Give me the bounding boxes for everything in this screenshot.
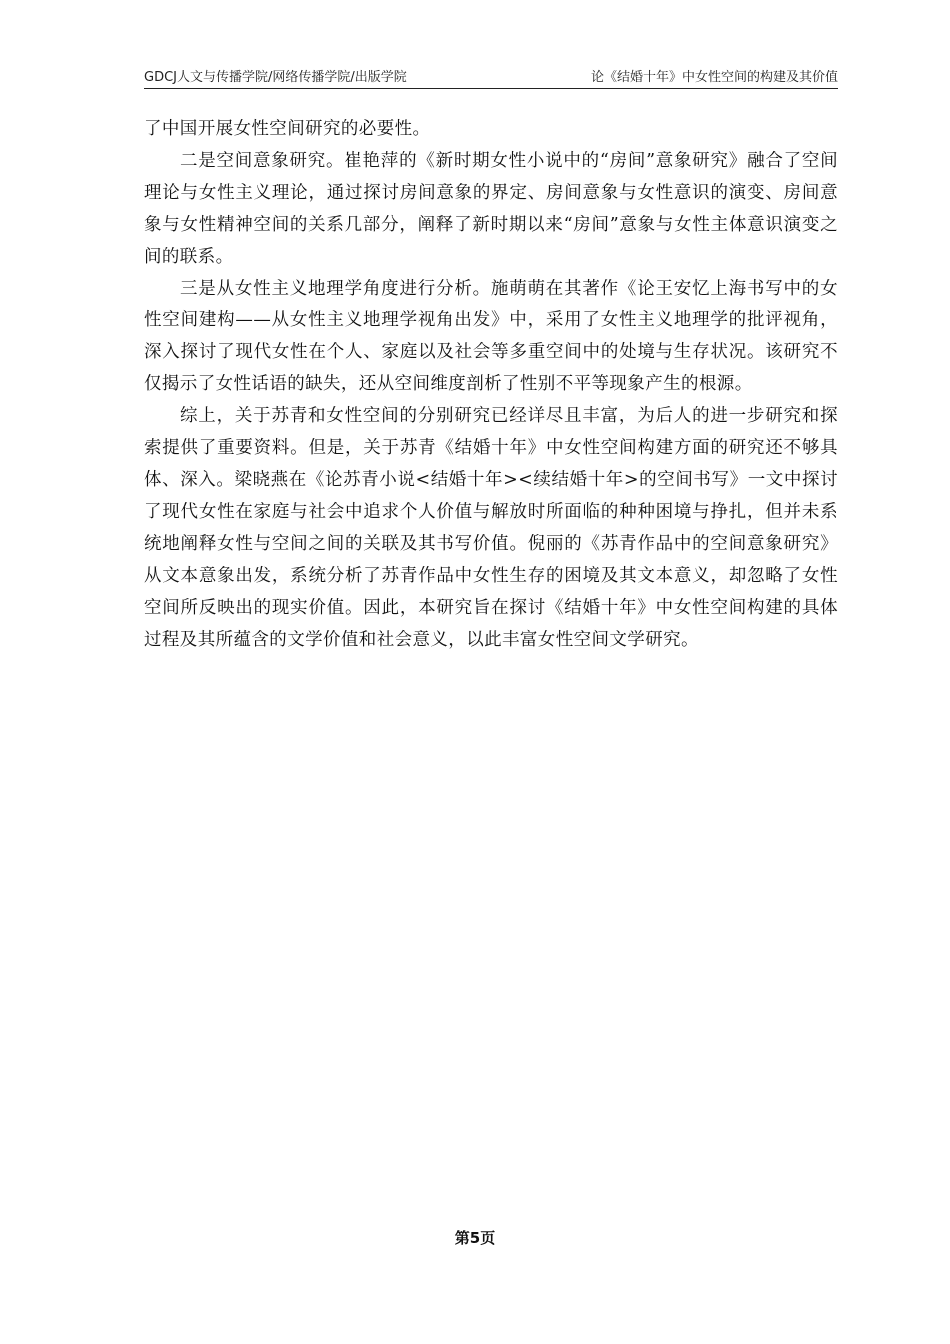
header-institution: GDCJ人文与传播学院/网络传播学院/出版学院 (144, 70, 407, 85)
paragraph-summary: 综上，关于苏青和女性空间的分别研究已经详尽且丰富，为后人的进一步研究和探索提供了重要资料。但是，关于苏青《结婚十年》中女性空间构建方面的研究还不够具体、深入。梁晓燕在《论苏青小说<结婚十年><续结婚十年>的空间书写》一文中探讨了现代女性在家庭与社会中追求个人价值与解放时所面临的种种困境与挣扎，但并未系统地阐释女性与空间之间的关联及其书写价值。倪丽的《苏青作品中的空间意象研究》从文本意象出发，系统分析了苏青作品中女性生存的困境及其文本意义，却忽略了女性空间所反映出的现实价值。因此，本研究旨在探讨《结婚十年》中女性空间构建的具体过程及其所蕴含的文学价值和社会意义，以此丰富女性空间文学研究。 (144, 406, 838, 650)
page-number: 第5页 (454, 1229, 496, 1247)
header-thesis-title: 论《结婚十年》中女性空间的构建及其价值 (590, 70, 838, 85)
paragraph-continuation: 了中国开展女性空间研究的必要性。 (144, 119, 431, 139)
body-text (144, 114, 838, 656)
paragraph-feminist-geography: 三是从女性主义地理学角度进行分析。施萌萌在其著作《论王安忆上海书写中的女性空间建构——从女性主义地理学视角出发》中，采用了女性主义地理学的批评视角，深入探讨了现代女性在个人、家庭以及社会等多重空间中的处境与生存状况。该研究不仅揭示了女性话语的缺失，还从空间维度剖析了性别不平等现象产生的根源。 (144, 278, 838, 395)
header-rule (144, 88, 838, 89)
paragraph-spatial-imagery: 二是空间意象研究。崔艳萍的《新时期女性小说中的“房间”意象研究》融合了空间理论与女性主义理论，通过探讨房间意象的界定、房间意象与女性意识的演变、房间意象与女性精神空间的关系几部分，阐释了新时期以来“房间”意象与女性主体意识演变之间的联系。 (144, 150, 838, 267)
running-header (144, 66, 838, 86)
